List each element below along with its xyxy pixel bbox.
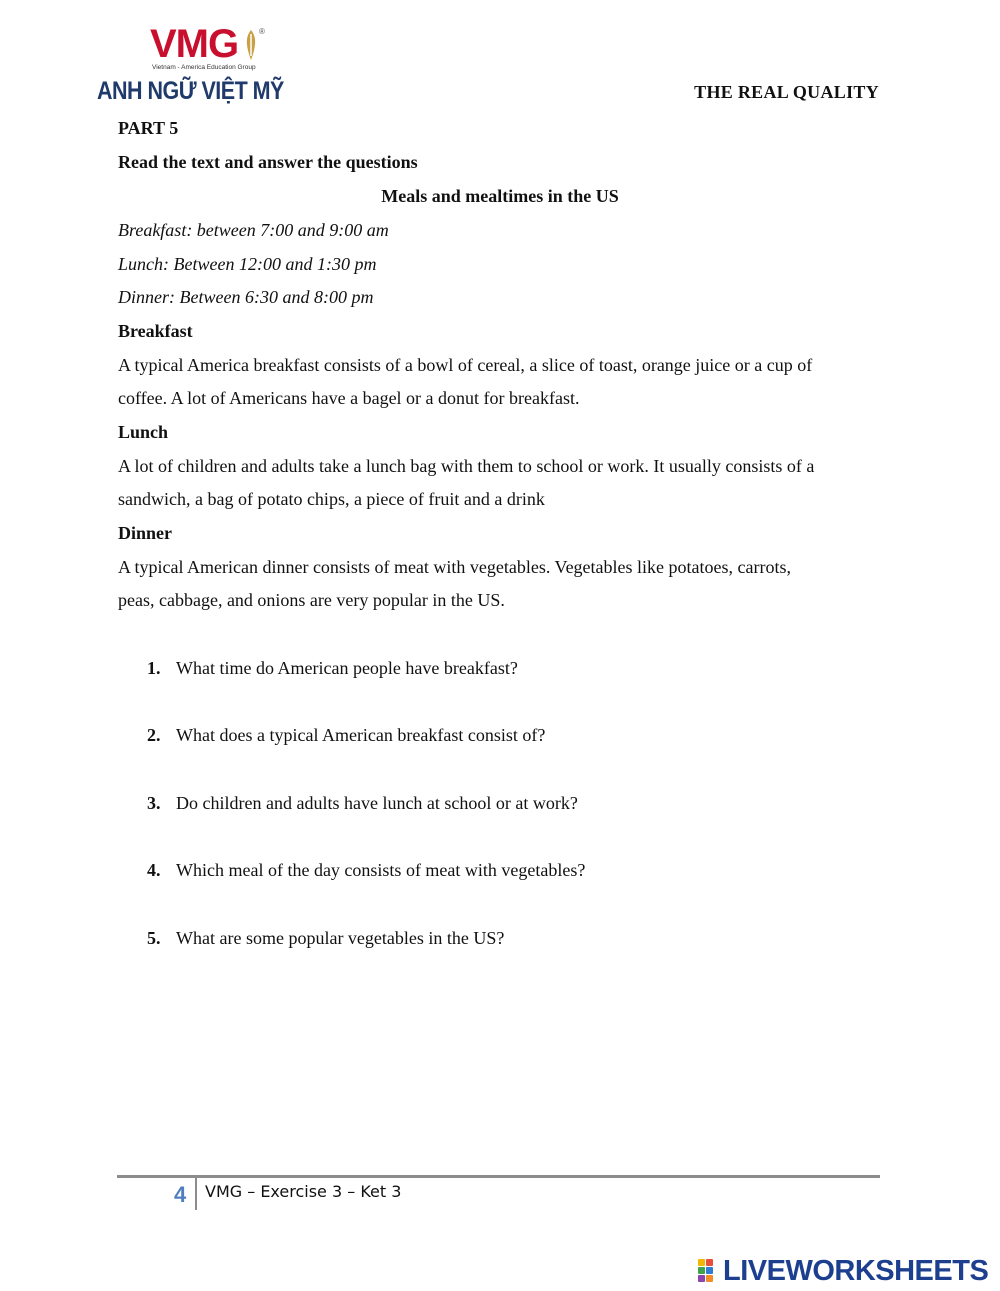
breakfast-time: Breakfast: between 7:00 and 9:00 am: [118, 220, 389, 240]
pen-nib-icon: [244, 30, 258, 60]
liveworksheets-logo[interactable]: LIVEWORKSHEETS: [723, 1255, 989, 1287]
question-1: [147, 657, 518, 679]
question-text: Which meal of the day consists of meat with vegetables?: [176, 860, 586, 880]
question-4: [147, 859, 585, 881]
logo-subtitle: Vietnam - America Education Group: [152, 64, 256, 71]
instruction: Read the text and answer the questions: [118, 152, 418, 172]
breakfast-heading: Breakfast: [118, 321, 193, 341]
vmg-logo-text: VMG: [150, 22, 239, 66]
tagline: THE REAL QUALITY: [694, 82, 879, 102]
question-text: What are some popular vegetables in the US?: [176, 928, 505, 948]
brand-name: ANH NGỮ VIỆT MỸ: [97, 77, 284, 105]
breakfast-line-2: coffee. A lot of Americans have a bagel or a donut for breakfast.: [118, 388, 580, 408]
reading-title: Meals and mealtimes in the US: [381, 186, 619, 206]
liveworksheets-icon: [698, 1259, 722, 1283]
question-number: 3.: [147, 793, 161, 813]
lunch-heading: Lunch: [118, 422, 169, 442]
dinner-line-1: A typical American dinner consists of meat with vegetables. Vegetables like potatoes, carrots,: [118, 557, 791, 577]
registered-mark: ®: [259, 27, 265, 36]
page-number: 4: [174, 1182, 187, 1207]
question-number: 1.: [147, 658, 161, 678]
dinner-time: Dinner: Between 6:30 and 8:00 pm: [118, 287, 374, 307]
question-text: Do children and adults have lunch at school or at work?: [176, 793, 578, 813]
lunch-line-1: A lot of children and adults take a lunch bag with them to school or work. It usually consists of a: [118, 456, 815, 476]
footer-divider: [117, 1175, 880, 1178]
question-2: [147, 724, 545, 746]
question-3: [147, 792, 578, 814]
dinner-heading: Dinner: [118, 523, 172, 543]
question-number: 2.: [147, 725, 161, 745]
question-number: 5.: [147, 928, 161, 948]
lunch-time: Lunch: Between 12:00 and 1:30 pm: [118, 254, 377, 274]
lunch-line-2: sandwich, a bag of potato chips, a piece of fruit and a drink: [118, 489, 545, 509]
footer-text: VMG – Exercise 3 – Ket 3: [205, 1182, 402, 1201]
question-5: [147, 927, 504, 949]
part-label: PART 5: [118, 118, 179, 138]
footer-vertical-divider: [195, 1178, 197, 1210]
question-text: What time do American people have breakfast?: [176, 658, 518, 678]
dinner-line-2: peas, cabbage, and onions are very popular in the US.: [118, 590, 505, 610]
question-text: What does a typical American breakfast consist of?: [176, 725, 546, 745]
breakfast-line-1: A typical America breakfast consists of a bowl of cereal, a slice of toast, orange juice or a cup of: [118, 355, 813, 375]
question-number: 4.: [147, 860, 161, 880]
